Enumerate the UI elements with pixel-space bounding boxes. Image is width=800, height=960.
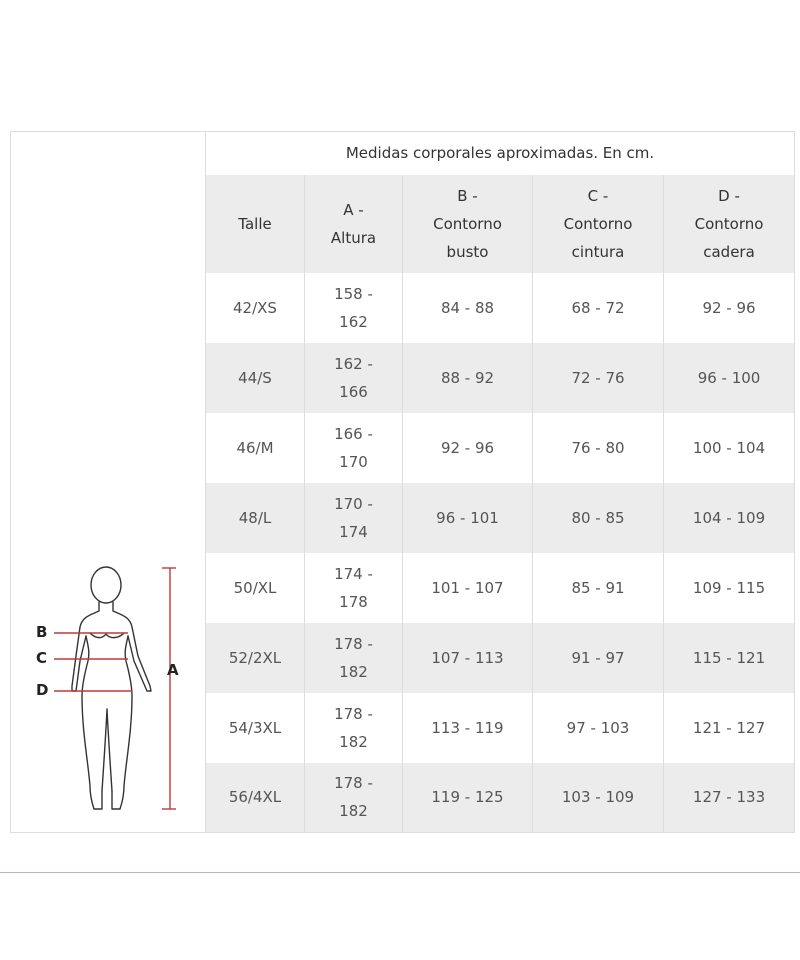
cell-cadera: 121 - 127	[664, 693, 795, 763]
altura-line: 178 -	[334, 774, 373, 793]
header-busto	[403, 175, 533, 273]
altura-line: 162 -	[334, 354, 373, 373]
cell-cintura: 72 - 76	[533, 343, 664, 413]
cell-cadera: 100 - 104	[664, 413, 795, 483]
cell-altura	[305, 623, 403, 693]
header-talle	[206, 175, 305, 273]
cell-cintura: 97 - 103	[533, 693, 664, 763]
altura-line: 182	[339, 732, 368, 751]
cell-talle: 48/L	[206, 483, 305, 553]
header-line: cintura	[571, 242, 625, 261]
altura-line: 166	[339, 382, 368, 401]
cell-busto: 96 - 101	[403, 483, 533, 553]
cell-busto: 92 - 96	[403, 413, 533, 483]
cell-cintura: 85 - 91	[533, 553, 664, 623]
cell-altura	[305, 693, 403, 763]
altura-line: 174 -	[334, 564, 373, 583]
cell-cadera: 127 - 133	[664, 763, 795, 833]
altura-line: 178 -	[334, 704, 373, 723]
header-line: Contorno	[563, 214, 633, 233]
cell-busto: 88 - 92	[403, 343, 533, 413]
altura-line: 162	[339, 312, 368, 331]
cell-talle: 56/4XL	[206, 763, 305, 833]
cell-cintura: 91 - 97	[533, 623, 664, 693]
table-row	[206, 483, 795, 553]
cell-altura	[305, 763, 403, 833]
table-row	[206, 273, 795, 343]
cell-cintura: 68 - 72	[533, 273, 664, 343]
cell-altura	[305, 273, 403, 343]
header-line: Contorno	[433, 214, 502, 233]
label-c: C	[36, 649, 48, 667]
label-b: B	[36, 623, 48, 641]
cell-talle: 42/XS	[206, 273, 305, 343]
cell-busto: 84 - 88	[403, 273, 533, 343]
cell-cintura: 76 - 80	[533, 413, 664, 483]
cell-cadera: 96 - 100	[664, 343, 795, 413]
label-d: D	[36, 681, 49, 699]
cell-talle: 52/2XL	[206, 623, 305, 693]
header-line: Contorno	[694, 214, 764, 233]
header-line: C -	[587, 186, 609, 205]
header-line: Altura	[330, 228, 377, 247]
table-row	[206, 343, 795, 413]
table-row	[206, 623, 795, 693]
altura-line: 170	[339, 452, 368, 471]
header-altura	[305, 175, 403, 273]
cell-talle: 54/3XL	[206, 693, 305, 763]
altura-line: 178	[339, 592, 368, 611]
table-caption: Medidas corporales aproximadas. En cm.	[206, 132, 795, 175]
table-row	[206, 413, 795, 483]
cell-busto: 101 - 107	[403, 553, 533, 623]
header-line: cadera	[703, 242, 755, 261]
cell-altura	[305, 343, 403, 413]
header-line: Talle	[238, 214, 272, 233]
header-line: busto	[446, 242, 489, 261]
altura-line: 178 -	[334, 634, 373, 653]
header-line: A -	[343, 200, 364, 219]
cell-busto: 113 - 119	[403, 693, 533, 763]
altura-line: 170 -	[334, 494, 373, 513]
header-cintura	[533, 175, 664, 273]
altura-line: 174	[339, 522, 368, 541]
cell-busto: 119 - 125	[403, 763, 533, 833]
size-table	[205, 131, 795, 833]
table-row	[206, 553, 795, 623]
cell-altura	[305, 553, 403, 623]
cell-talle: 46/M	[206, 413, 305, 483]
measurement-figure	[10, 131, 205, 833]
header-line: D -	[718, 186, 740, 205]
header-cadera	[664, 175, 795, 273]
cell-cintura: 80 - 85	[533, 483, 664, 553]
altura-line: 158 -	[334, 284, 373, 303]
cell-cadera: 109 - 115	[664, 553, 795, 623]
cell-altura	[305, 413, 403, 483]
cell-cadera: 104 - 109	[664, 483, 795, 553]
altura-line: 166 -	[334, 424, 373, 443]
altura-line: 182	[339, 662, 368, 681]
table-row	[206, 693, 795, 763]
header-line: B -	[457, 186, 478, 205]
altura-line: 182	[339, 802, 368, 821]
cell-busto: 107 - 113	[403, 623, 533, 693]
cell-cadera: 92 - 96	[664, 273, 795, 343]
cell-talle: 44/S	[206, 343, 305, 413]
cell-cadera: 115 - 121	[664, 623, 795, 693]
cell-altura	[305, 483, 403, 553]
female-body-measurement-icon	[10, 131, 205, 833]
label-a: A	[167, 661, 179, 679]
table-row	[206, 763, 795, 833]
cell-talle: 50/XL	[206, 553, 305, 623]
cell-cintura: 103 - 109	[533, 763, 664, 833]
divider	[0, 872, 800, 873]
